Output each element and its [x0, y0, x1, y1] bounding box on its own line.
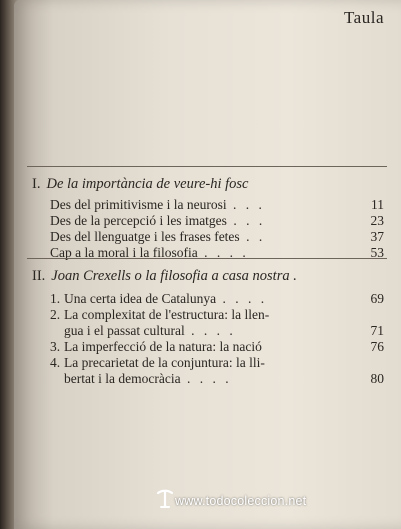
entry-label-line-1: La precarietat de la conjuntura: la lli- [64, 355, 265, 370]
watermark-logo-icon [153, 487, 177, 511]
watermark-text[interactable]: www.todocoleccion.net [175, 494, 307, 508]
entry-label-line-2: gua i el passat cultural [64, 323, 185, 338]
entry-page: 53 [370, 245, 384, 260]
dot-leader: . . . . [197, 245, 249, 260]
entry-page: 23 [370, 213, 384, 228]
middle-rule [27, 258, 387, 259]
entry-page: 80 [370, 371, 384, 386]
entry-index: 3. [50, 339, 61, 354]
entry-index: 1. [50, 291, 61, 306]
section-2-title [32, 268, 297, 285]
toc-entry [50, 197, 384, 213]
section-1-heading: De la importància de veure-hi fosc [46, 176, 249, 192]
toc-entry [50, 213, 384, 229]
entry-page: 71 [370, 323, 384, 338]
dot-leader: . . . [226, 213, 266, 228]
section-2-heading: Joan Crexells o la filosofia a casa nostra . [51, 268, 297, 284]
toc-entry [50, 229, 384, 245]
dot-leader: . . . . [184, 323, 236, 338]
entry-page: 37 [370, 229, 384, 244]
toc-entry [50, 339, 384, 355]
section-1-number: I. [32, 176, 41, 192]
toc-entry [50, 307, 384, 339]
toc-entry [50, 355, 384, 387]
dot-leader: . . . [226, 197, 265, 212]
section-2-number: II. [32, 268, 46, 284]
entry-label: Des del primitivisme i la neurosi [50, 197, 227, 212]
entry-label: La imperfecció de la natura: la nació [64, 339, 262, 354]
entry-label: Des del llenguatge i les frases fetes [50, 229, 240, 244]
entry-index: 4. [50, 355, 61, 370]
entry-label: Una certa idea de Catalunya [64, 291, 217, 306]
entry-label-line-1: La complexitat de l'estructura: la llen- [64, 307, 270, 322]
toc-entry [50, 291, 384, 307]
dot-leader: . . . . [180, 371, 232, 386]
page-header-title: Taula [343, 8, 384, 27]
top-rule [27, 166, 387, 167]
book-page [14, 0, 401, 529]
entry-page: 11 [371, 197, 384, 212]
section-1-title [32, 176, 248, 193]
entry-page: 76 [370, 339, 384, 354]
dot-leader: . . [239, 229, 266, 244]
entry-index: 2. [50, 307, 61, 322]
entry-label: Des de la percepció i les imatges [50, 213, 227, 228]
entry-label: Cap a la moral i la filosofia [50, 245, 198, 260]
entry-label-line-2: bertat i la democràcia [64, 371, 181, 386]
entry-page: 69 [370, 291, 384, 306]
dot-leader: . . . . [216, 291, 268, 306]
